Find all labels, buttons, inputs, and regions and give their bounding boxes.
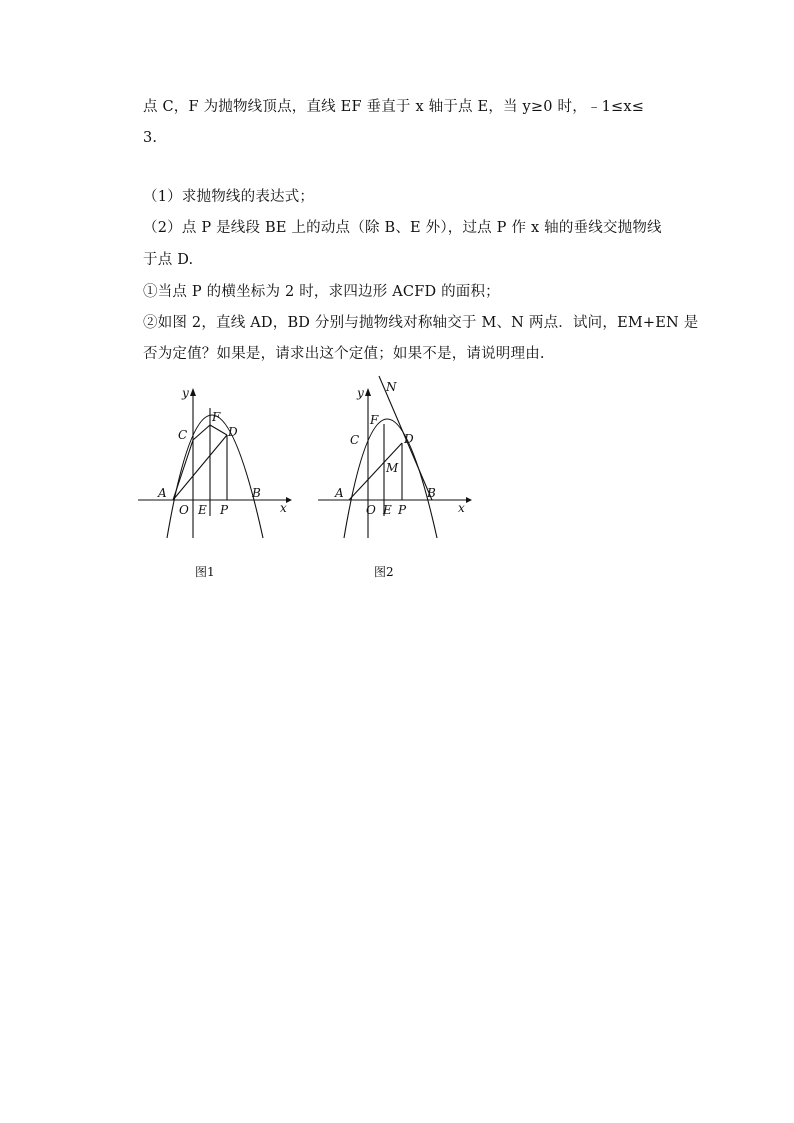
fig1-segment-fd: [210, 425, 227, 435]
fig1-segment-ac: [173, 440, 193, 500]
question-2-part-2-line-1: ②如图 2，直线 AD，BD 分别与抛物线对称轴交于 M、N 两点．试问，EM+EN 是: [143, 315, 699, 331]
fig2-label-b: B: [427, 486, 436, 500]
figure-1-caption: 图1: [195, 565, 215, 579]
fig2-x-arrow: [466, 497, 472, 503]
fig2-label-o: O: [366, 503, 376, 517]
fig1-label-a: A: [158, 486, 167, 500]
fig2-label-f: F: [370, 413, 379, 427]
fig1-label-x: x: [280, 501, 287, 515]
fig2-label-c: C: [350, 433, 360, 447]
fig1-label-o: O: [179, 503, 189, 517]
fig1-line-ad: [173, 435, 227, 500]
fig2-label-e: E: [383, 503, 392, 517]
fig1-segment-cf: [193, 425, 210, 440]
fig1-label-f: F: [212, 410, 221, 424]
figure-2: [316, 372, 476, 548]
fig1-label-p: P: [220, 503, 229, 517]
fig2-label-d: D: [404, 432, 414, 446]
fig2-label-n: N: [386, 380, 397, 394]
fig1-x-arrow: [286, 497, 292, 503]
question-2-part-1: ①当点 P 的横坐标为 2 时，求四边形 ACFD 的面积；: [143, 284, 500, 300]
question-1: （1）求抛物线的表达式；: [143, 189, 315, 205]
fig1-label-c: C: [178, 428, 188, 442]
figure-1: [136, 378, 296, 548]
fig2-label-y: y: [357, 386, 364, 400]
fig2-y-arrow: [365, 388, 371, 396]
fig1-label-b: B: [252, 486, 261, 500]
problem-line-1: 点 C，F 为抛物线顶点，直线 EF 垂直于 x 轴于点 E，当 y≥0 时，﹣1≤x≤: [143, 99, 645, 115]
problem-line-2: 3.: [143, 130, 158, 146]
question-2-line-2: 于点 D.: [143, 252, 194, 268]
figure-2-caption: 图2: [374, 565, 394, 579]
question-2-line-1: （2）点 P 是线段 BE 上的动点（除 B、E 外），过点 P 作 x 轴的垂线交抛物线: [143, 220, 662, 236]
fig1-label-d: D: [228, 425, 238, 439]
fig2-label-a: A: [335, 486, 344, 500]
fig2-label-p: P: [398, 503, 407, 517]
fig2-label-x: x: [458, 501, 465, 515]
fig1-y-arrow: [190, 388, 196, 396]
fig1-label-y: y: [182, 386, 189, 400]
question-2-part-2-line-2: 否为定值？如果是，请求出这个定值；如果不是，请说明理由.: [143, 346, 545, 362]
fig2-label-m: M: [386, 461, 399, 475]
fig1-label-e: E: [198, 503, 207, 517]
